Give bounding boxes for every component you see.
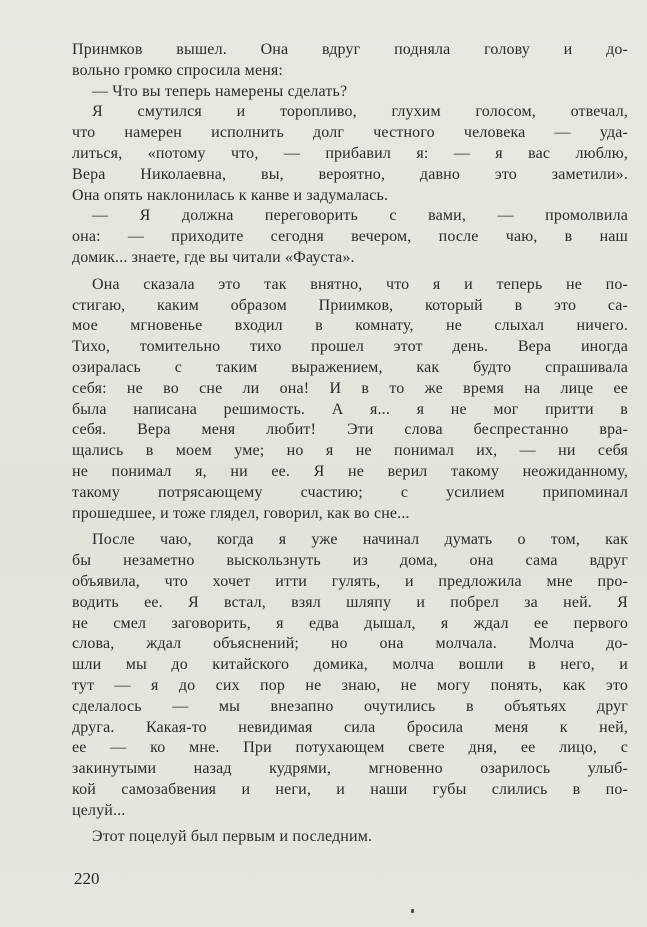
text-line: стигаю, каким образом Приимков, который в это са- [72, 296, 628, 314]
text-line: слова, ждал объяснений; но она молчала. Молча до- [72, 635, 628, 653]
text-line: друга. Какая-то невидимая сила бросила меня к ней, [72, 718, 628, 736]
text-line: не смел заговорить, я едва дышал, я ждал ее первого [72, 614, 628, 632]
text-line: литься, «потому что, — прибавил я: — я вас люблю, [72, 144, 628, 162]
text-line: сделалось — мы внезапно очутились в объятьях друг [72, 697, 628, 715]
text-line: объявила, что хочет итти гулять, и предложила мне про- [72, 572, 628, 590]
text-line: — Я должна переговорить с вами, — промолвила [92, 207, 628, 225]
text-line: была написана решимость. А я... я не мог притти в [72, 400, 628, 418]
text-line: бы незаметно выскользнуть из дома, она сама вдруг [72, 552, 628, 570]
text-line: Она опять наклонилась к канве и задумалась. [72, 186, 389, 204]
text-line: прошедшее, и тоже глядел, говорил, как во сне... [72, 504, 410, 522]
text-line: Вера Николаевна, вы, вероятно, давно это заметили». [72, 165, 628, 183]
text-line: После чаю, когда я уже начинал думать о том, как [92, 531, 628, 549]
text-line: Принмков вышел. Она вдруг подняла голову и до- [72, 41, 628, 58]
print-speck [411, 909, 414, 913]
text-line: шли мы до китайского домика, молча вошли в него, и [72, 656, 628, 674]
text-line: закинутыми назад кудрями, мгновенно озарилось улыб- [72, 760, 628, 778]
text-line: вольно громко спросила меня: [72, 61, 284, 79]
text-line: Тихо, томительно тихо прошел этот день. Вера иногда [72, 338, 628, 356]
text-line: водить ее. Я встал, взял шляпу и побрел за ней. Я [72, 593, 628, 611]
page-number: 220 [74, 869, 100, 888]
text-line: она: — приходите сегодня вечером, после чаю, в наш [72, 228, 628, 246]
text-line: — Что вы теперь намерены сделать? [92, 82, 348, 100]
text-line: себя: не во сне ли она! И в то же время на лице ее [72, 379, 628, 397]
text-line: мое мгновенье входил в комнату, не слыхал ничего. [72, 317, 628, 335]
text-line: кой самозабвения и неги, и наши губы слились в по- [72, 780, 628, 798]
text-line: домик... знаете, где вы читали «Фауста». [72, 248, 355, 266]
text-line: себя. Вера меня любит! Эти слова беспрестанно вра- [72, 421, 628, 439]
text-line: ее — ко мне. При потухающем свете дня, ее лицо, с [72, 739, 628, 757]
text-line: тут — я до сих пор не знаю, не могу понять, как это [72, 676, 628, 694]
text-line: целуй... [72, 801, 126, 819]
text-line: не понимал я, ни ее. Я не верил такому неожиданному, [72, 462, 628, 480]
text-line: Этот поцелуй был первым и последним. [92, 828, 373, 846]
text-line: что намерен исполнить долг честного человека — уда- [72, 124, 628, 142]
text-line: Я смутился и торопливо, глухим голосом, отвечал, [92, 103, 628, 121]
text-line: озиралась с таким выражением, как будто спрашивала [72, 358, 628, 376]
text-line: такому потрясающему счастию; с усилием припоминал [72, 483, 628, 501]
body-text [72, 40, 628, 848]
text-line: Она сказала это так внятно, что я и теперь не по- [92, 275, 628, 293]
text-line: щались в моем уме; но я не понимал их, — ни себя [72, 442, 628, 460]
